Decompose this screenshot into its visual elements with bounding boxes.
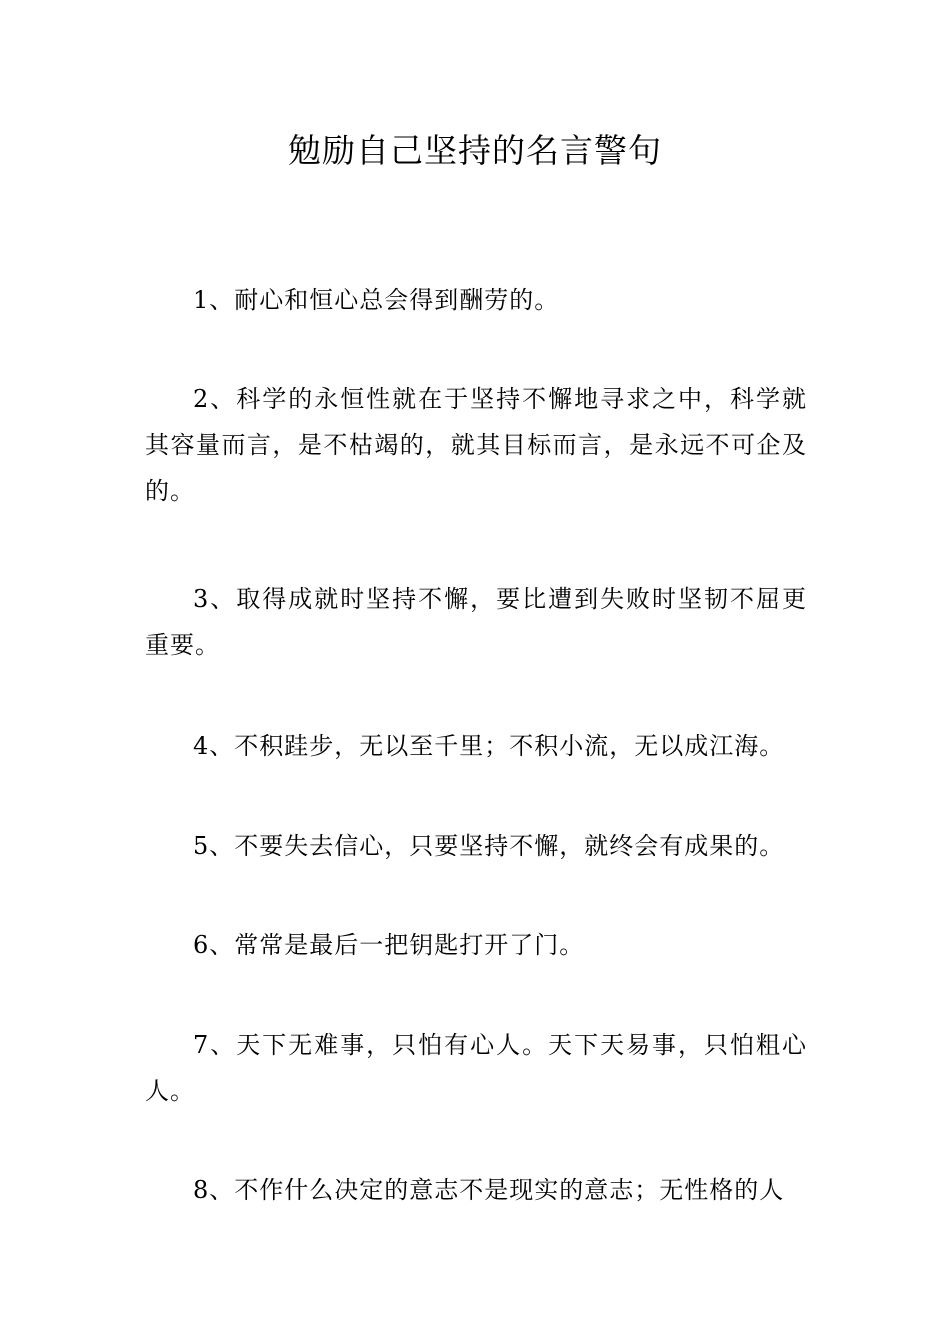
quote-paragraph-4: 4、不积跬步，无以至千里；不积小流，无以成江海。 — [193, 732, 785, 760]
quote-paragraph-7: 7、天下无难事，只怕有心人。天下天易事，只怕粗心人。 — [145, 1031, 807, 1105]
quote-paragraph-8: 8、不作什么决定的意志不是现实的意志；无性格的人 — [193, 1176, 785, 1204]
quote-paragraph-5: 5、不要失去信心，只要坚持不懈，就终会有成果的。 — [193, 832, 785, 860]
document-title: 勉励自己坚持的名言警句 — [288, 131, 662, 170]
quote-paragraph-2: 2、科学的永恒性就在于坚持不懈地寻求之中，科学就其容量而言，是不枯竭的，就其目标而言，是永远不可企及的。 — [145, 385, 807, 505]
quote-paragraph-6: 6、常常是最后一把钥匙打开了门。 — [193, 931, 585, 959]
quote-paragraph-3: 3、取得成就时坚持不懈，要比遭到失败时坚韧不屈更重要。 — [145, 585, 807, 659]
quote-paragraph-1: 1、耐心和恒心总会得到酬劳的。 — [193, 286, 560, 314]
